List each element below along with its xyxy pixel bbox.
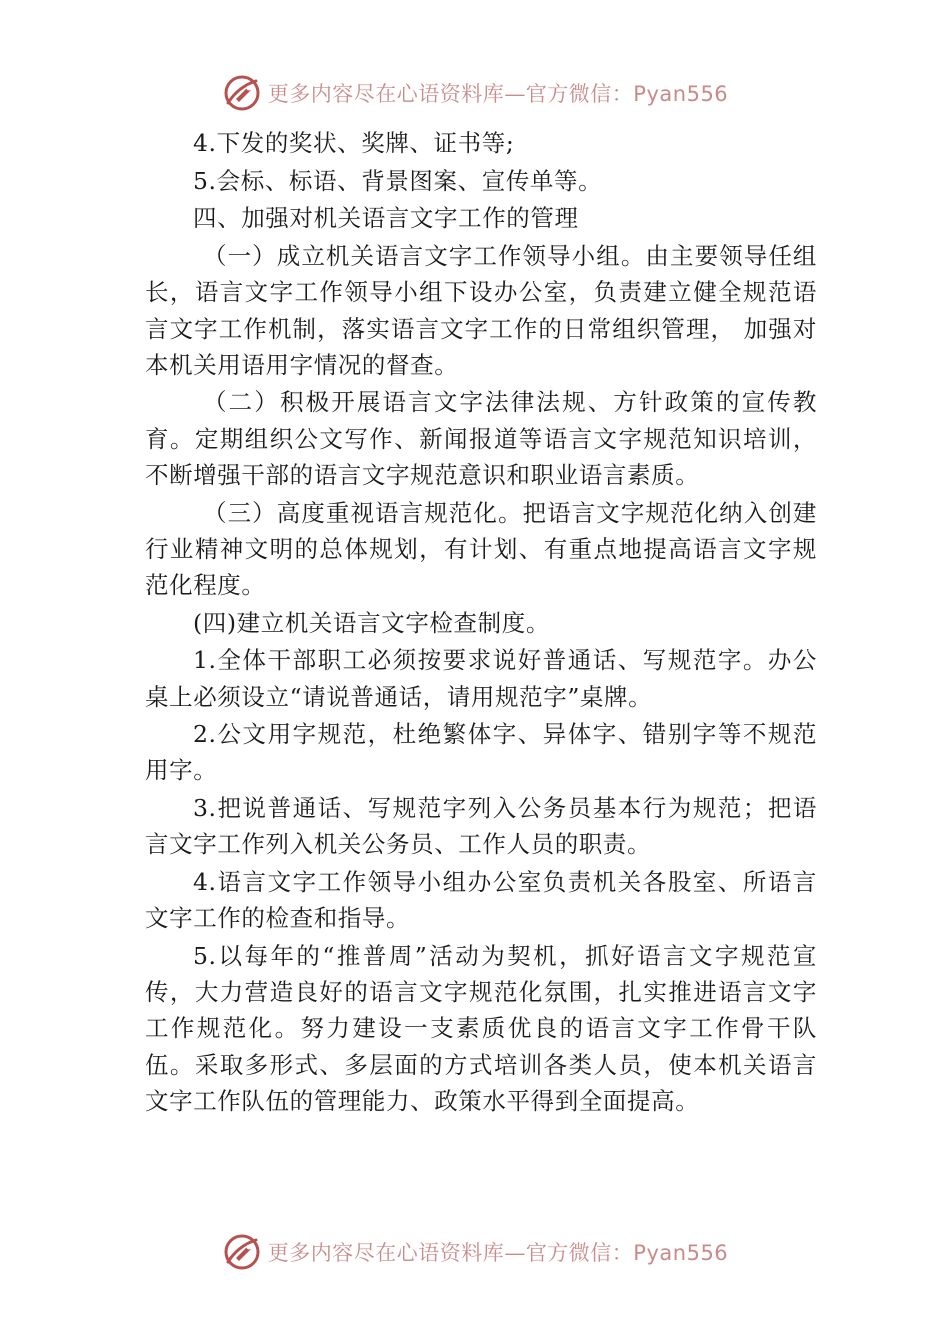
banner-dash: — — [504, 82, 526, 106]
banner-wechat: 官方微信：Pyan556 — [525, 82, 729, 106]
banner-dash: — — [504, 1241, 526, 1265]
paragraph: 1.全体干部职工必须按要求说好普通话、写规范字。办公桌上必须设立“请说普通话，请用规范字”桌牌。 — [145, 646, 817, 711]
paragraph: （二）积极开展语言文字法律法规、方针政策的宣传教育。定期组织公文写作、新闻报道等语言文字规范知识培训，不断增强干部的语言文字规范意识和职业语言素质。 — [145, 388, 817, 489]
banner-wechat: 官方微信：Pyan556 — [525, 1241, 729, 1265]
header-banner — [0, 70, 950, 116]
section-heading: 四、加强对机关语言文字工作的管理 — [193, 204, 579, 233]
footer-banner — [0, 1229, 950, 1275]
paragraph: 4.语言文字工作领导小组办公室负责机关各股室、所语言文字工作的检查和指导。 — [145, 868, 817, 933]
document-body — [145, 125, 817, 1120]
paragraph: （三）高度重视语言规范化。把语言文字规范化纳入创建行业精神文明的总体规划，有计划、有重点地提高语言文字规范化程度。 — [145, 498, 817, 599]
subsection-heading: (四)建立机关语言文字检查制度。 — [193, 608, 550, 637]
banner-text: 更多内容尽在心语资料库 — [267, 82, 505, 106]
paragraph: 2.公文用字规范，杜绝繁体字、异体字、错别字等不规范用字。 — [145, 720, 817, 785]
paragraph: 4.下发的奖状、奖牌、证书等; — [193, 129, 515, 157]
paragraph: 5.以每年的“推普周”活动为契机，抓好语言文字规范宣传，大力营造良好的语言文字规范化氛围，扎实推进语言文字工作规范化。努力建设一支素质优良的语言文字工作骨干队伍。采取多形式、多层面的方式培训各类人员，使本机关语言文字工作队伍的管理能力、政策水平得到全面提高。 — [145, 941, 817, 1115]
paragraph: （一）成立机关语言文字工作领导小组。由主要领导任组长，语言文字工作领导小组下设办公室，负责建立健全规范语言文字工作机制，落实语言文字工作的日常组织管理， 加强对本机关用语用字情况的督查。 — [145, 242, 817, 379]
circle-pen-logo-icon — [222, 1232, 262, 1272]
banner-text: 更多内容尽在心语资料库 — [267, 1241, 505, 1265]
circle-pen-logo-icon — [222, 73, 262, 113]
paragraph: 3.把说普通话、写规范字列入公务员基本行为规范；把语言文字工作列入机关公务员、工作人员的职责。 — [145, 794, 817, 859]
paragraph: 5.会标、标语、背景图案、宣传单等。 — [193, 166, 603, 195]
